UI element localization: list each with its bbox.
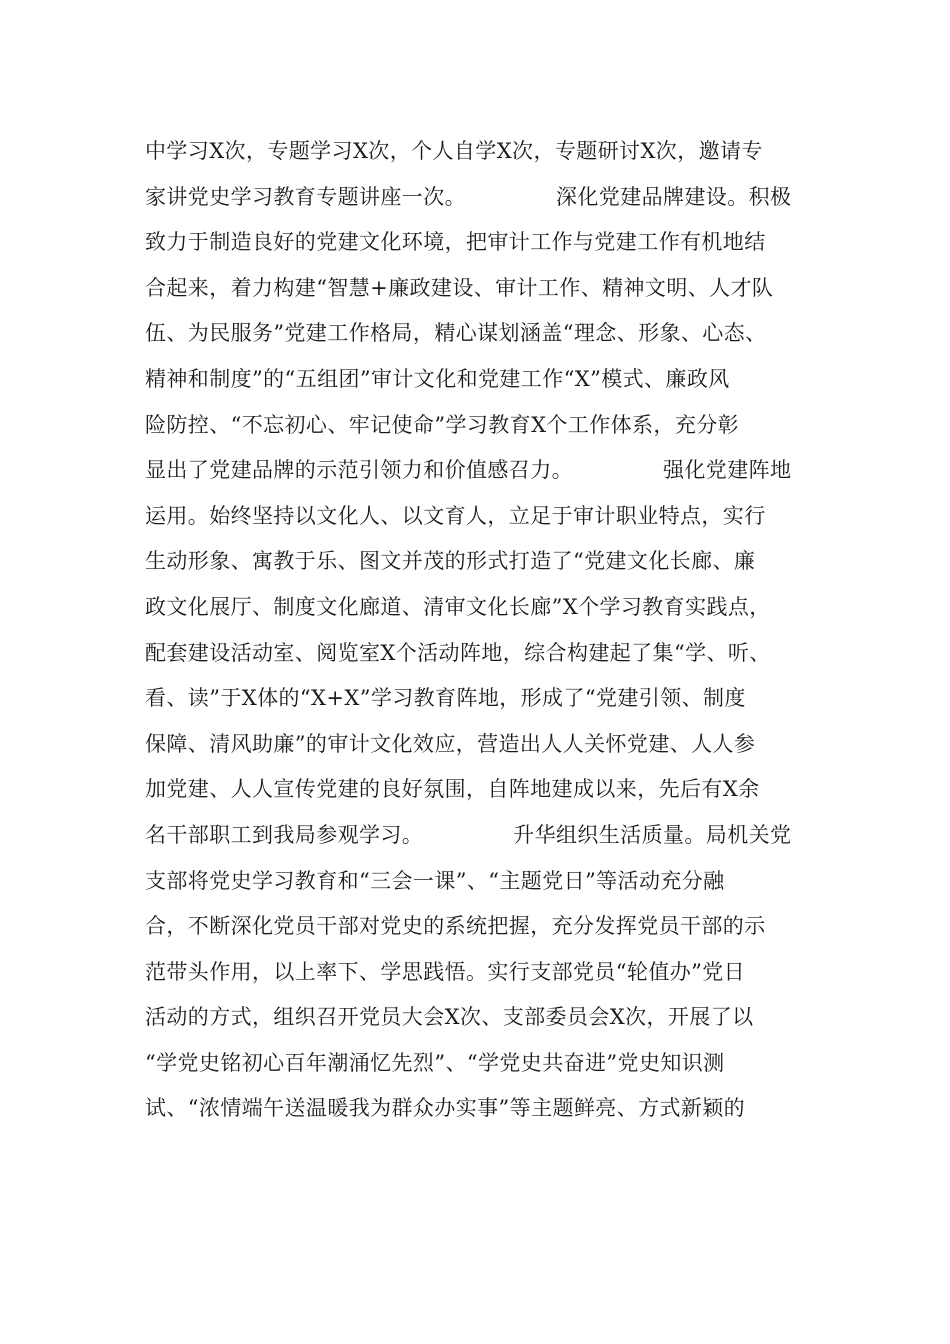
text-line-17: 支部将党史学习教育和“三会一课”、“主题党日”等活动充分融 [145, 868, 725, 893]
text-line-13: 看、读”于X体的“X+X”学习教育阵地，形成了“党建引领、制度 [145, 686, 746, 711]
text-line-16-part-a: 名干部职工到我局参观学习。 [145, 822, 424, 847]
text-line-7: 险防控、“不忘初心、牢记使命”学习教育X个工作体系，充分彰 [145, 412, 740, 437]
text-line-4: 合起来，着力构建“智慧+廉政建设、审计工作、精神文明、人才队 [145, 275, 774, 300]
text-line-8-part-a: 显出了党建品牌的示范引领力和价值感召力。 [145, 458, 573, 483]
text-line-19: 范带头作用，以上率下、学思践悟。实行支部党员“轮值办”党日 [145, 959, 746, 984]
body-text [145, 129, 835, 1132]
text-line-8 [145, 448, 835, 494]
text-line-21: “学党史铭初心百年潮涌忆先烈”、“学党史共奋进”党史知识测 [145, 1050, 725, 1075]
text-line-5: 伍、为民服务”党建工作格局，精心谋划涵盖“理念、形象、心态、 [145, 321, 767, 346]
text-line-8-part-b: 强化党建阵地 [663, 458, 792, 483]
text-line-16 [145, 813, 835, 859]
text-line-6: 精神和制度”的“五组团”审计文化和党建工作“X”模式、廉政风 [145, 366, 730, 391]
text-line-10: 生动形象、寓教于乐、图文并茂的形式打造了“党建文化长廊、廉 [145, 549, 756, 574]
text-line-15: 加党建、人人宣传党建的良好氛围，自阵地建成以来，先后有X余 [145, 777, 760, 802]
text-line-9: 运用。始终坚持以文化人、以文育人，立足于审计职业特点，实行 [145, 503, 766, 528]
text-line-16-part-b: 升华组织生活质量。局机关党 [513, 822, 792, 847]
text-line-22: 试、“浓情端午送温暖我为群众办实事”等主题鲜亮、方式新颖的 [145, 1096, 746, 1121]
text-line-3: 致力于制造良好的党建文化环境，把审计工作与党建工作有机地结 [145, 230, 766, 255]
text-line-2 [145, 175, 835, 221]
text-line-14: 保障、清风助廉”的审计文化效应，营造出人人关怀党建、人人参 [145, 731, 756, 756]
text-line-12: 配套建设活动室、阅览室X个活动阵地，综合构建起了集“学、听、 [145, 640, 771, 665]
text-line-11: 政文化展厅、制度文化廊道、清审文化长廊”X个学习教育实践点， [145, 594, 771, 619]
text-line-1: 中学习X次，专题学习X次，个人自学X次，专题研讨X次，邀请专 [145, 139, 763, 163]
text-line-2-part-a: 家讲党史学习教育专题讲座一次。 [145, 184, 466, 209]
text-line-2-part-b: 深化党建品牌建设。积极 [556, 184, 792, 209]
text-line-18: 合，不断深化党员干部对党史的系统把握，充分发挥党员干部的示 [145, 914, 766, 939]
text-line-20: 活动的方式，组织召开党员大会X次、支部委员会X次，开展了以 [145, 1005, 754, 1030]
